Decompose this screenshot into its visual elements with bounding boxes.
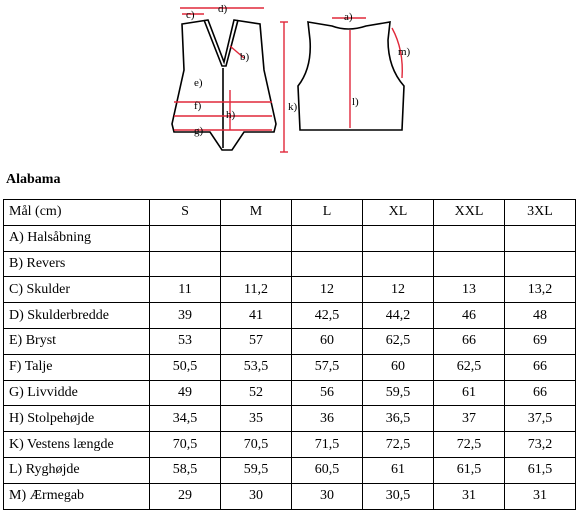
table-cell: 53,5: [221, 354, 292, 380]
table-cell: [363, 251, 434, 277]
table-cell: 50,5: [150, 354, 221, 380]
diagram-label-a: a): [344, 11, 353, 23]
table-cell: 69: [505, 328, 576, 354]
table-cell: [292, 251, 363, 277]
header-size: L: [292, 200, 363, 226]
diagram-label-h: h): [226, 109, 236, 121]
diagram-label-b: b): [240, 51, 250, 63]
table-cell: 60: [292, 328, 363, 354]
table-cell: [221, 225, 292, 251]
table-cell: 30,5: [363, 483, 434, 509]
header-measure: Mål (cm): [4, 200, 150, 226]
diagram-label-d: d): [218, 3, 228, 15]
table-cell: 56: [292, 380, 363, 406]
table-cell: 12: [363, 277, 434, 303]
table-cell: 57: [221, 328, 292, 354]
table-cell: 73,2: [505, 432, 576, 458]
table-row: [4, 354, 576, 380]
table-cell: 71,5: [292, 432, 363, 458]
table-row: [4, 277, 576, 303]
diagram-label-l: l): [352, 96, 359, 108]
row-label: A) Halsåbning: [4, 225, 150, 251]
table-cell: 61,5: [434, 457, 505, 483]
product-title: Alabama: [6, 172, 61, 187]
table-body: [4, 225, 576, 509]
table-cell: 12: [292, 277, 363, 303]
table-cell: 60: [363, 354, 434, 380]
table-cell: 59,5: [363, 380, 434, 406]
table-cell: 53: [150, 328, 221, 354]
table-cell: 62,5: [363, 328, 434, 354]
header-size: M: [221, 200, 292, 226]
table-cell: 61: [363, 457, 434, 483]
table-cell: 59,5: [221, 457, 292, 483]
table-cell: 11: [150, 277, 221, 303]
header-size: XL: [363, 200, 434, 226]
table-cell: 36: [292, 406, 363, 432]
table-row: [4, 380, 576, 406]
row-label: E) Bryst: [4, 328, 150, 354]
table-cell: [150, 225, 221, 251]
table-cell: 13: [434, 277, 505, 303]
table-cell: [505, 251, 576, 277]
table-cell: 30: [292, 483, 363, 509]
table-cell: [150, 251, 221, 277]
row-label: C) Skulder: [4, 277, 150, 303]
table-cell: 42,5: [292, 303, 363, 329]
table-cell: 48: [505, 303, 576, 329]
table-row: [4, 406, 576, 432]
row-label: M) Ærmegab: [4, 483, 150, 509]
table-cell: 37: [434, 406, 505, 432]
table-cell: 29: [150, 483, 221, 509]
row-label: L) Ryghøjde: [4, 457, 150, 483]
table-cell: [221, 251, 292, 277]
table-cell: 49: [150, 380, 221, 406]
table-cell: [505, 225, 576, 251]
table-cell: 13,2: [505, 277, 576, 303]
table-cell: 41: [221, 303, 292, 329]
table-cell: 70,5: [150, 432, 221, 458]
table-row: [4, 225, 576, 251]
table-cell: 30: [221, 483, 292, 509]
table-cell: 66: [434, 328, 505, 354]
table-cell: [434, 251, 505, 277]
row-label: G) Livvidde: [4, 380, 150, 406]
size-table: [3, 199, 576, 510]
table-cell: [363, 225, 434, 251]
table-cell: 60,5: [292, 457, 363, 483]
header-size: S: [150, 200, 221, 226]
diagram-label-e: e): [194, 77, 203, 89]
table-cell: 46: [434, 303, 505, 329]
table-row: [4, 432, 576, 458]
table-cell: 31: [434, 483, 505, 509]
table-row: [4, 251, 576, 277]
table-cell: 72,5: [434, 432, 505, 458]
table-cell: [434, 225, 505, 251]
diagram-label-k: k): [288, 101, 298, 113]
header-size: 3XL: [505, 200, 576, 226]
table-cell: 58,5: [150, 457, 221, 483]
table-row: [4, 483, 576, 509]
row-label: D) Skulderbredde: [4, 303, 150, 329]
vest-measurement-diagram: [160, 0, 420, 160]
table-cell: 61,5: [505, 457, 576, 483]
table-row: [4, 303, 576, 329]
table-cell: 35: [221, 406, 292, 432]
row-label: F) Talje: [4, 354, 150, 380]
table-cell: 66: [505, 380, 576, 406]
table-cell: 72,5: [363, 432, 434, 458]
row-label: H) Stolpehøjde: [4, 406, 150, 432]
diagram-label-c: c): [186, 9, 195, 21]
table-cell: 70,5: [221, 432, 292, 458]
table-cell: 66: [505, 354, 576, 380]
row-label: B) Revers: [4, 251, 150, 277]
table-header-row: [4, 200, 576, 226]
table-cell: 36,5: [363, 406, 434, 432]
vest-back-drawing: [298, 22, 404, 130]
table-row: [4, 457, 576, 483]
table-cell: 62,5: [434, 354, 505, 380]
table-cell: 11,2: [221, 277, 292, 303]
diagram-label-m: m): [398, 46, 411, 58]
table-cell: 52: [221, 380, 292, 406]
table-cell: 31: [505, 483, 576, 509]
table-cell: 37,5: [505, 406, 576, 432]
header-size: XXL: [434, 200, 505, 226]
table-cell: 34,5: [150, 406, 221, 432]
diagram-label-f: f): [194, 100, 202, 112]
table-cell: 57,5: [292, 354, 363, 380]
diagram-label-g: g): [194, 125, 204, 137]
table-cell: 39: [150, 303, 221, 329]
table-cell: 61: [434, 380, 505, 406]
table-cell: [292, 225, 363, 251]
row-label: K) Vestens længde: [4, 432, 150, 458]
table-row: [4, 328, 576, 354]
table-cell: 44,2: [363, 303, 434, 329]
